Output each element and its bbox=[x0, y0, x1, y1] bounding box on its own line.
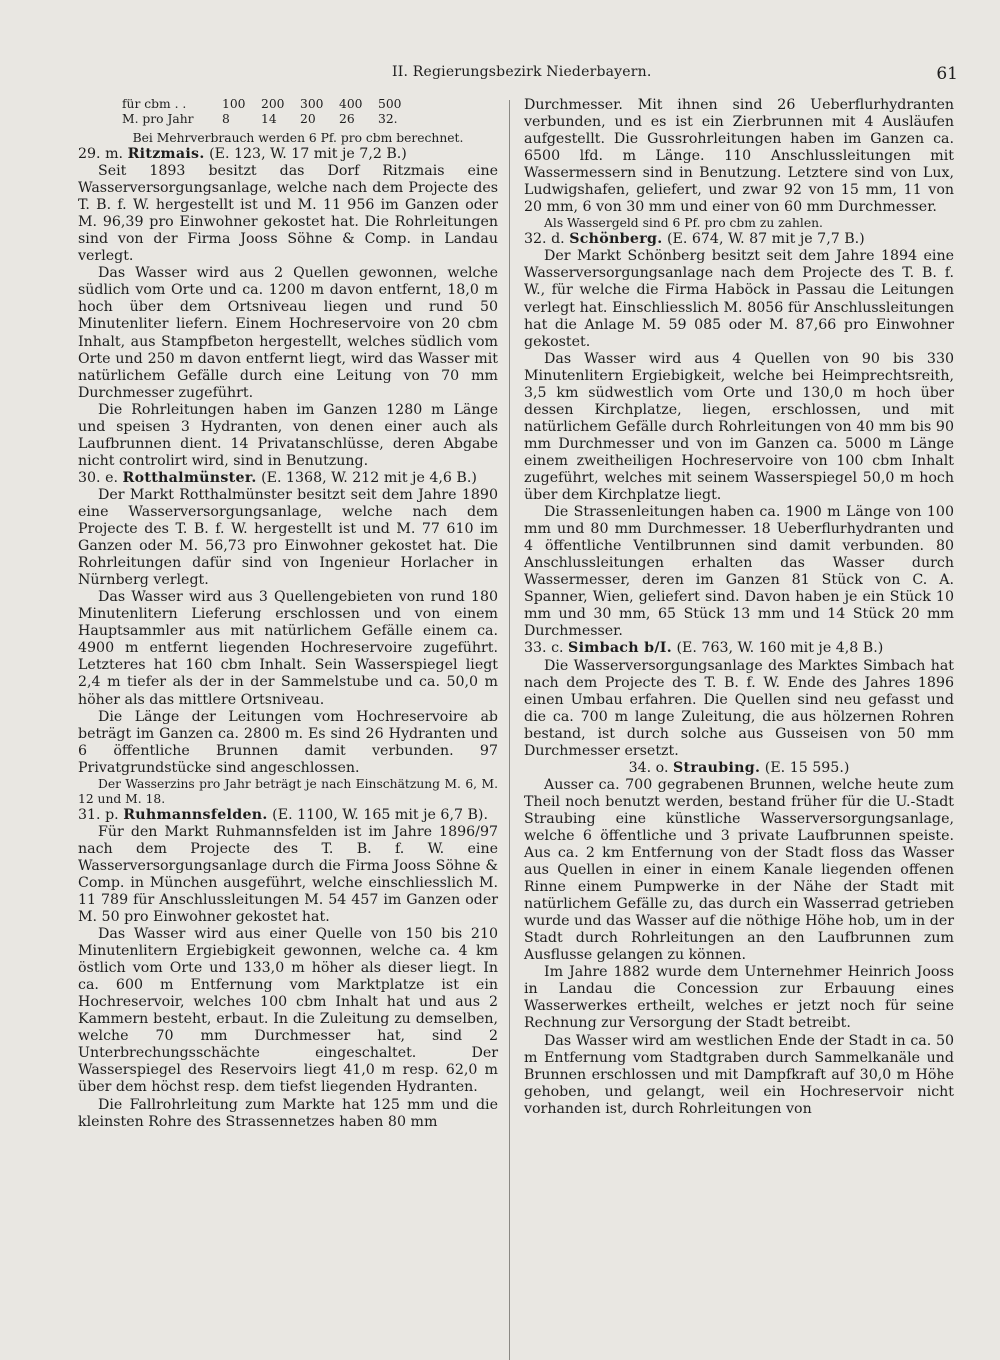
paragraph: Für den Markt Ruhmannsfelden ist im Jahre 1896/97 nach dem Projecte des T. B. f. W. eine Wasserversorgungsanlage durch die Firma Jooss Söhne & Comp. in München ausgeführt, welche einschliesslich M. 11 789 für Anschlussleitungen M. 54 457 im Ganzen oder M. 50 pro Einwohner gekostet hat. bbox=[78, 823, 498, 926]
price-row-label: für cbm . . bbox=[122, 97, 187, 111]
price-cell: 8 bbox=[222, 112, 230, 126]
section-number: 33. c. bbox=[524, 640, 564, 657]
section-meta: (E. 15 595.) bbox=[764, 759, 850, 776]
section-heading-30 bbox=[78, 470, 498, 487]
section-meta: (E. 763, W. 160 mit je 4,8 B.) bbox=[676, 640, 884, 657]
section-meta: (E. 674, W. 87 mit je 7,7 B.) bbox=[666, 231, 865, 248]
note-water-money: Als Wassergeld sind 6 Pf. pro cbm zu zahlen. bbox=[544, 216, 823, 231]
paragraph: Das Wasser wird aus einer Quelle von 150 bis 210 Minutenlitern Ergiebigkeit gewonnen, welche ca. 4 km östlich vom Orte und 133,0 m höher als dieser liegt. In ca. 600 m Entfernung vom Marktplatze ist ein Hochreservoir, welches 100 cbm Inhalt hat und aus 2 Kammern besteht, erbaut. In die Zuleitung zu demselben, welche 70 mm Durchmesser hat, sind 2 Unterbrechungsschächte eingeschaltet. Der Wasserspiegel des Reservoirs liegt 41,0 m resp. 62,0 m über dem höchst resp. dem tiefst liegenden Hydranten. bbox=[78, 926, 498, 1096]
price-cell: 400 bbox=[339, 97, 363, 111]
note-water-fee: Der Wasserzins pro Jahr beträgt je nach Einschätzung M. 6, M. 12 und M. 18. bbox=[78, 776, 498, 806]
paragraph: Die Rohrleitungen haben im Ganzen 1280 m Länge und speisen 3 Hydranten, von denen einer auch als Laufbrunnen dient. 14 Privatanschlüsse, deren Abgabe nicht controlirt wird, sind in Benutzung. bbox=[78, 401, 498, 469]
section-meta: (E. 1368, W. 212 mit je 4,6 B.) bbox=[261, 469, 477, 486]
page-header bbox=[0, 62, 1000, 86]
price-row-label: M. pro Jahr bbox=[122, 112, 194, 126]
paragraph: Die Wasserversorgungsanlage des Marktes Simbach hat nach dem Projecte des T. B. f. W. Ende des Jahres 1896 einen Umbau erfahren. Die Quellen sind neu gefasst und die ca. 700 m lange Zuleitung, die aus hölzernen Rohren bestand, ist durch solche aus Gusseisen von 50 mm Durchmesser ersetzt. bbox=[524, 657, 954, 759]
section-heading-31 bbox=[78, 807, 498, 824]
price-cell: 300 bbox=[300, 97, 324, 111]
right-column bbox=[524, 97, 954, 1118]
price-cell: 32. bbox=[378, 112, 398, 126]
section-number: 29. m. bbox=[78, 146, 124, 162]
price-cell: 200 bbox=[261, 97, 285, 111]
price-row-cost bbox=[78, 112, 498, 127]
price-cell: 26 bbox=[339, 112, 355, 126]
left-column bbox=[78, 97, 498, 1131]
section-place-name: Ritzmais. bbox=[127, 146, 205, 162]
price-table bbox=[78, 97, 498, 127]
paragraph: Seit 1893 besitzt das Dorf Ritzmais eine Wasserversorgungsanlage, welche nach dem Projecte des T. B. f. W. hergestellt ist und M. 11 956 im Ganzen oder M. 96,39 pro Einwohner gekostet hat. Die Rohrleitungen sind von der Firma Jooss Söhne & Comp. in Landau verlegt. bbox=[78, 163, 498, 265]
section-place-name: Rotthalmünster. bbox=[122, 469, 257, 486]
section-heading-29 bbox=[78, 146, 498, 163]
paragraph: Die Strassenleitungen haben ca. 1900 m Länge von 100 mm und 80 mm Durchmesser. 18 Ueberflurhydranten und 4 öffentliche Ventilbrunnen sind damit verbunden. 80 Anschlussleitungen erhalten das Wasser durch Wassermesser, deren im Ganzen 81 Stück von C. A. Spanner, Wien, geliefert sind. Davon haben je ein Stück 10 mm und 30 mm, 65 Stück 13 mm und 14 Stück 20 mm Durchmesser. bbox=[524, 504, 954, 640]
paragraph: Durchmesser. Mit ihnen sind 26 Ueberflurhydranten verbunden, und es ist ein Zierbrunnen mit 4 Ausläufen aufgestellt. Die Gussrohrleitungen haben im Ganzen ca. 6500 lfd. m Länge. 110 Anschlussleitungen mit Wassermessern sind in Benutzung. Letztere sind von Lux, Ludwigshafen, geliefert, und zwar 92 von 15 mm, 11 von 20 mm, 6 von 30 mm und einer von 60 mm Durchmesser. bbox=[524, 97, 954, 216]
section-number: 30. e. bbox=[78, 469, 118, 486]
price-cell: 14 bbox=[261, 112, 277, 126]
section-place-name: Straubing. bbox=[672, 759, 761, 776]
section-number: 34. o. bbox=[628, 759, 669, 776]
paragraph: Im Jahre 1882 wurde dem Unternehmer Heinrich Jooss in Landau die Concession zur Erbauung eines Wasserwerkes ertheilt, welches er jetzt noch für seine Rechnung zur Versorgung der Stadt betreibt. bbox=[524, 964, 954, 1032]
price-row-volume bbox=[78, 97, 498, 112]
note-surcharge: Bei Mehrverbrauch werden 6 Pf. pro cbm berechnet. bbox=[132, 131, 464, 145]
paragraph: Der Markt Schönberg besitzt seit dem Jahre 1894 eine Wasserversorgungsanlage nach dem Projecte des T. B. f. W., für welche die Firma Haböck in Passau die Leitungen verlegt hat. Einschliesslich M. 8056 für Anschlussleitungen hat die Anlage M. 59 085 oder M. 87,66 pro Einwohner gekostet. bbox=[524, 248, 954, 350]
price-cell: 500 bbox=[378, 97, 402, 111]
paragraph: Die Fallrohrleitung zum Markte hat 125 mm und die kleinsten Rohre des Strassennetzes haben 80 mm bbox=[78, 1096, 498, 1130]
paragraph: Das Wasser wird aus 4 Quellen von 90 bis 330 Minutenlitern Ergiebigkeit, welche bei Heimprechtsreith, 3,5 km südwestlich vom Orte und 130,0 m hoch über dessen Kirchplatze, liegen, erschlossen, und mit natürlichem Gefälle durch Rohrleitungen von 40 mm bis 90 mm Durchmesser und von im Ganzen ca. 5000 m Länge einem zweitheiligen Hochreservoire von 100 cbm Inhalt zugeführt, welches mit seinem Wasserspiegel 50,0 m hoch über dem Kirchplatze liegt. bbox=[524, 350, 954, 504]
paragraph: Der Markt Rotthalmünster besitzt seit dem Jahre 1890 eine Wasserversorgungsanlage, welche nach dem Projecte des T. B. f. W. hergestellt ist und M. 77 610 im Ganzen oder M. 56,73 pro Einwohner gekostet hat. Die Rohrleitungen dafür sind von Ingenieur Horlacher in Nürnberg verlegt. bbox=[78, 486, 498, 589]
paragraph: Das Wasser wird aus 3 Quellengebieten von rund 180 Minutenlitern Lieferung erschlossen und von einem Hauptsammler aus mit natürlichem Gefälle einem ca. 4900 m entfernt liegenden Hochreservoire zugeführt. Letzteres hat 160 cbm Inhalt. Sein Wasserspiegel liegt 2,4 m tiefer als der in der Sammelstube und ca. 50,0 m höher als das mittlere Ortsniveau. bbox=[78, 589, 498, 708]
paragraph: Das Wasser wird am westlichen Ende der Stadt in ca. 50 m Entfernung vom Stadtgraben durch Sammelkanäle und Brunnen erschlossen und mit Dampfkraft auf 30,0 m Höhe gehoben, und gelangt, weil ein Hochreservoir nicht vorhanden ist, durch Rohrleitungen von bbox=[524, 1032, 954, 1117]
section-heading-33 bbox=[524, 640, 954, 657]
page-number: 61 bbox=[936, 64, 958, 84]
section-place-name: Schönberg. bbox=[569, 231, 663, 248]
price-cell: 100 bbox=[222, 97, 246, 111]
column-divider bbox=[509, 100, 510, 1360]
paragraph: Ausser ca. 700 gegrabenen Brunnen, welche heute zum Theil noch benutzt werden, bestand früher für die U.-Stadt Straubing eine künstliche Wasserversorgungsanlage, welche 6 öffentliche und 3 private Laufbrunnen speiste. Aus ca. 2 km Entfernung von der Stadt floss das Wasser aus Quellen in einer in einem Kanale liegenden offenen Rinne einem Pumpwerke in der Nähe der Stadt mit natürlichem Gefälle zu, das durch ein Wasserrad getrieben wurde und das Wasser auf die nöthige Höhe hob, um in der Stadt durch Rohrleitungen an den Laufbrunnen zum Ausflusse gelangen zu können. bbox=[524, 776, 954, 964]
price-cell: 20 bbox=[300, 112, 316, 126]
section-number: 32. d. bbox=[524, 231, 565, 248]
paragraph: Das Wasser wird aus 2 Quellen gewonnen, welche südlich vom Orte und ca. 1200 m davon entfernt, 18,0 m hoch über dem Ortsniveau liegen und rund 50 Minutenliter liefern. Einem Hochreservoire von 20 cbm Inhalt, aus Stampfbeton hergestellt, welches südlich vom Orte und 250 m davon entfernt liegt, wird das Wasser mit natürlichem Gefälle durch eine Leitung von 70 mm Durchmesser zugeführt. bbox=[78, 265, 498, 401]
section-meta: (E. 1100, W. 165 mit je 6,7 B). bbox=[272, 806, 488, 823]
running-head: II. Regierungsbezirk Niederbayern. bbox=[392, 64, 652, 80]
section-meta: (E. 123, W. 17 mit je 7,2 B.) bbox=[209, 146, 407, 162]
section-place-name: Ruhmannsfelden. bbox=[123, 806, 268, 823]
paragraph: Die Länge der Leitungen vom Hochreservoire ab beträgt im Ganzen ca. 2800 m. Es sind 26 Hydranten und 6 öffentliche Brunnen damit verbunden. 97 Privatgrundstücke sind angeschlossen. bbox=[78, 708, 498, 776]
section-number: 31. p. bbox=[78, 806, 119, 823]
section-place-name: Simbach b/I. bbox=[568, 640, 672, 657]
section-heading-32 bbox=[524, 231, 954, 248]
section-heading-34 bbox=[524, 760, 954, 777]
